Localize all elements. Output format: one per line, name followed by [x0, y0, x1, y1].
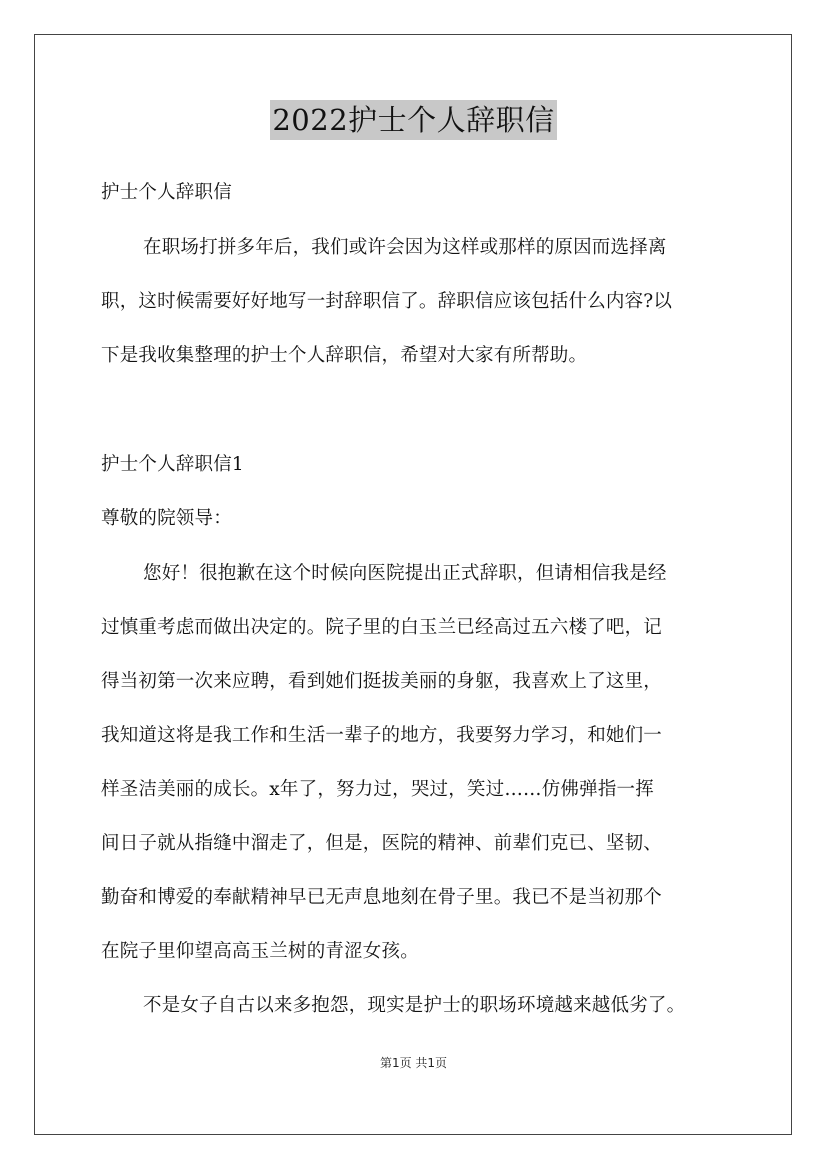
- paragraph-line: 您好！很抱歉在这个时候向医院提出正式辞职，但请相信我是经: [143, 563, 667, 584]
- paragraph-line: 职，这时候需要好好地写一封辞职信了。辞职信应该包括什么内容?以: [101, 291, 673, 312]
- document-title: 2022护士个人辞职信: [270, 100, 556, 140]
- paragraph-line: 勤奋和博爱的奉献精神早已无声息地刻在骨子里。我已不是当初那个: [101, 887, 663, 908]
- title-container: [0, 100, 827, 140]
- paragraph-line: 在院子里仰望高高玉兰树的青涩女孩。: [101, 941, 419, 962]
- paragraph-line: 在职场打拼多年后，我们或许会因为这样或那样的原因而选择离: [143, 237, 667, 258]
- paragraph-line: 下是我收集整理的护士个人辞职信，希望对大家有所帮助。: [101, 345, 588, 366]
- paragraph-line: 样圣洁美丽的成长。x年了，努力过，哭过，笑过……仿佛弹指一挥: [101, 779, 654, 800]
- paragraph-line: 得当初第一次来应聘，看到她们挺拔美丽的身躯，我喜欢上了这里，: [101, 671, 663, 692]
- section-heading: 护士个人辞职信: [101, 182, 232, 203]
- paragraph-line: 不是女子自古以来多抱怨，现实是护士的职场环境越来越低劣了。: [143, 995, 686, 1016]
- paragraph-line: 我知道这将是我工作和生活一辈子的地方，我要努力学习，和她们一: [101, 725, 663, 746]
- paragraph-line: 过慎重考虑而做出决定的。院子里的白玉兰已经高过五六楼了吧，记: [101, 617, 663, 638]
- salutation: 尊敬的院领导：: [101, 508, 232, 529]
- page-footer: 第1页 共1页: [379, 1056, 448, 1070]
- section-heading: 护士个人辞职信1: [101, 454, 244, 475]
- paragraph-line: 间日子就从指缝中溜走了，但是，医院的精神、前辈们克已、坚韧、: [101, 833, 663, 854]
